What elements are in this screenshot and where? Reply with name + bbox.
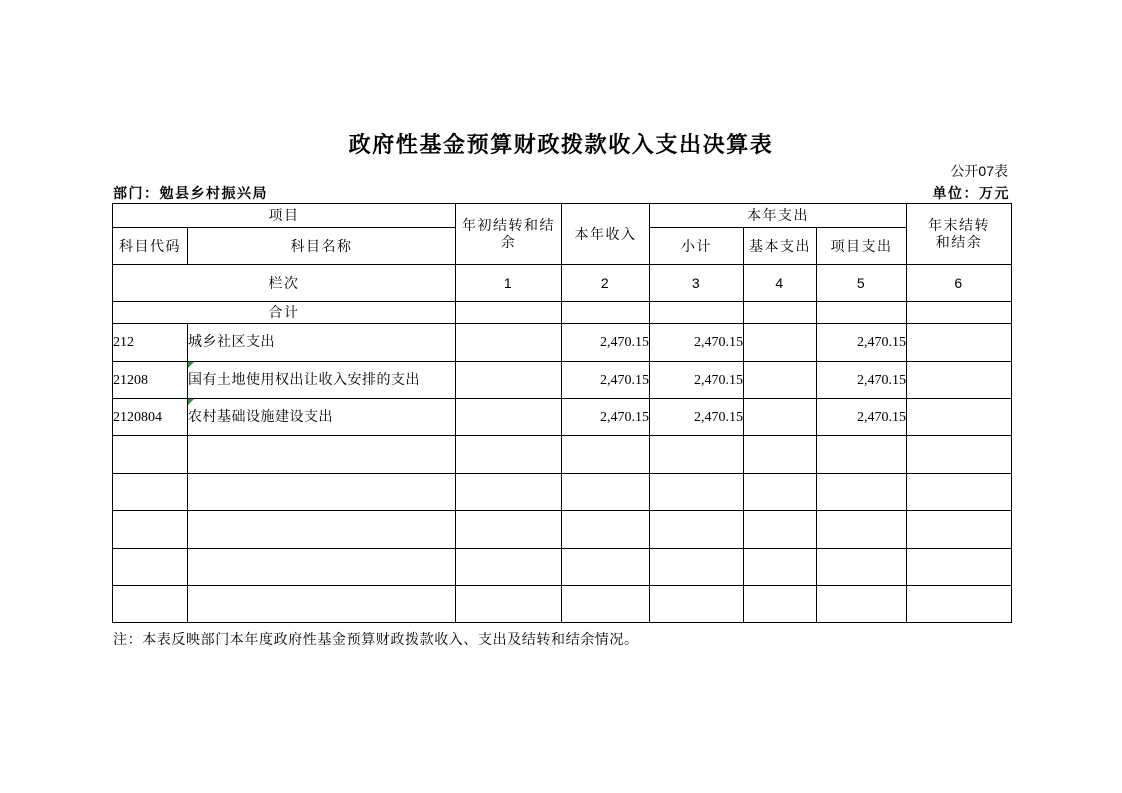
empty-cell	[907, 511, 1012, 549]
row-project-expenditure: 2,470.15	[817, 362, 907, 399]
row-closing-balance	[907, 362, 1012, 399]
table-row	[113, 399, 1012, 436]
empty-cell	[456, 511, 562, 549]
column-index-row	[113, 265, 1012, 302]
empty-cell	[650, 511, 744, 549]
empty-cell	[907, 474, 1012, 511]
empty-row	[113, 474, 1012, 511]
header-name: 科目名称	[188, 228, 456, 265]
table-row	[113, 362, 1012, 399]
row-code: 2120804	[113, 399, 188, 436]
column-index-6: 6	[907, 265, 1012, 302]
row-name: 农村基础设施建设支出	[188, 409, 333, 425]
empty-cell	[113, 586, 188, 623]
row-name: 国有土地使用权出让收入安排的支出	[188, 372, 420, 388]
row-name-cell	[188, 362, 456, 399]
header-project: 项目	[113, 204, 456, 228]
empty-cell	[113, 549, 188, 586]
row-subtotal: 2,470.15	[650, 324, 744, 362]
empty-cell	[744, 474, 817, 511]
row-basic-expenditure	[744, 362, 817, 399]
row-subtotal: 2,470.15	[650, 399, 744, 436]
column-index-1: 1	[456, 265, 562, 302]
row-basic-expenditure	[744, 399, 817, 436]
empty-cell	[562, 511, 650, 549]
footnote: 注：本表反映部门本年度政府性基金预算财政拨款收入、支出及结转和结余情况。	[113, 633, 639, 648]
empty-cell	[113, 511, 188, 549]
header-code: 科目代码	[113, 228, 188, 265]
empty-cell	[188, 586, 456, 623]
empty-cell	[113, 436, 188, 474]
header-opening-balance	[456, 204, 562, 265]
empty-cell	[744, 511, 817, 549]
column-index-label: 栏次	[113, 265, 456, 302]
row-opening-balance	[456, 324, 562, 362]
empty-cell	[817, 436, 907, 474]
empty-cell	[650, 302, 744, 324]
empty-cell	[188, 549, 456, 586]
fund-budget-table	[112, 203, 1012, 623]
empty-cell	[188, 511, 456, 549]
row-closing-balance	[907, 324, 1012, 362]
header-closing-balance	[907, 204, 1012, 265]
page-title: 政府性基金预算财政拨款收入支出决算表	[348, 132, 774, 157]
column-index-2: 2	[562, 265, 650, 302]
empty-cell	[744, 302, 817, 324]
column-index-5: 5	[817, 265, 907, 302]
total-row	[113, 302, 1012, 324]
empty-row	[113, 436, 1012, 474]
empty-cell	[907, 549, 1012, 586]
header-opening-balance-text: 年初结转和结余	[462, 217, 555, 250]
row-name: 城乡社区支出	[188, 324, 456, 362]
empty-cell	[456, 474, 562, 511]
empty-cell	[113, 474, 188, 511]
empty-cell	[744, 586, 817, 623]
empty-cell	[188, 474, 456, 511]
row-code: 21208	[113, 362, 188, 399]
row-project-expenditure: 2,470.15	[817, 399, 907, 436]
empty-cell	[650, 436, 744, 474]
empty-cell	[817, 302, 907, 324]
header-subtotal: 小计	[650, 228, 744, 265]
header-closing-balance-text: 年末结转和结余	[928, 217, 990, 250]
empty-cell	[562, 586, 650, 623]
error-indicator-icon	[188, 362, 194, 368]
empty-row	[113, 549, 1012, 586]
row-opening-balance	[456, 399, 562, 436]
header-project-expenditure: 项目支出	[817, 228, 907, 265]
column-index-3: 3	[650, 265, 744, 302]
empty-cell	[456, 586, 562, 623]
total-label: 合计	[113, 302, 456, 324]
row-name-cell	[188, 399, 456, 436]
empty-row	[113, 586, 1012, 623]
table-row	[113, 324, 1012, 362]
header-income: 本年收入	[562, 204, 650, 265]
empty-cell	[188, 436, 456, 474]
empty-cell	[456, 436, 562, 474]
department-label: 部门：勉县乡村振兴局	[113, 185, 268, 201]
header-basic-expenditure: 基本支出	[744, 228, 817, 265]
row-project-expenditure: 2,470.15	[817, 324, 907, 362]
empty-cell	[817, 474, 907, 511]
empty-cell	[562, 436, 650, 474]
unit-label: 单位：万元	[932, 185, 1010, 201]
row-income: 2,470.15	[562, 399, 650, 436]
row-code: 212	[113, 324, 188, 362]
empty-cell	[562, 474, 650, 511]
empty-cell	[744, 549, 817, 586]
row-subtotal: 2,470.15	[650, 362, 744, 399]
empty-cell	[744, 436, 817, 474]
empty-cell	[907, 302, 1012, 324]
row-income: 2,470.15	[562, 324, 650, 362]
form-number: 公开07表	[950, 163, 1008, 179]
empty-cell	[817, 586, 907, 623]
empty-cell	[562, 549, 650, 586]
empty-cell	[562, 302, 650, 324]
empty-cell	[817, 549, 907, 586]
header-expenditure: 本年支出	[650, 204, 907, 228]
row-opening-balance	[456, 362, 562, 399]
empty-cell	[650, 549, 744, 586]
empty-cell	[817, 511, 907, 549]
empty-cell	[650, 474, 744, 511]
empty-cell	[456, 302, 562, 324]
empty-cell	[456, 549, 562, 586]
row-basic-expenditure	[744, 324, 817, 362]
error-indicator-icon	[188, 399, 194, 405]
empty-cell	[650, 586, 744, 623]
empty-cell	[907, 586, 1012, 623]
row-income: 2,470.15	[562, 362, 650, 399]
column-index-4: 4	[744, 265, 817, 302]
row-closing-balance	[907, 399, 1012, 436]
empty-cell	[907, 436, 1012, 474]
empty-row	[113, 511, 1012, 549]
header-row-1	[113, 204, 1012, 228]
